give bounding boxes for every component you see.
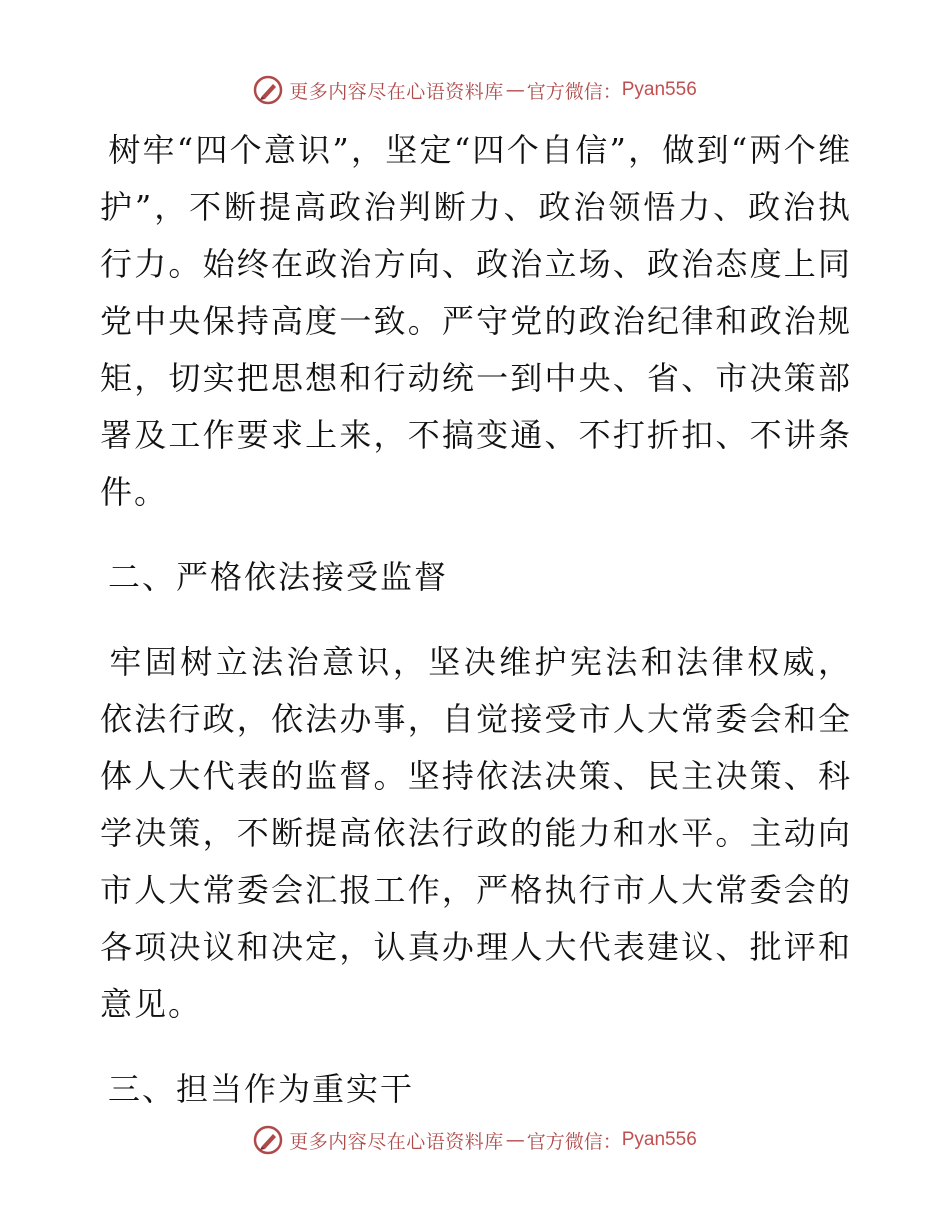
pen-logo-icon	[253, 75, 283, 105]
paragraph-1: 树牢“四个意识”，坚定“四个自信”，做到“两个维护”，不断提高政治判断力、政治领悟力、政治执行力。始终在政治方向、政治立场、政治态度上同党中央保持高度一致。严守党的政治纪律和政治规矩，切实把思想和行动统一到中央、省、市决策部署及工作要求上来，不搞变通、不打折扣、不讲条件。	[100, 131, 852, 511]
banner-text: 更多内容尽在心语资料库	[289, 1130, 504, 1153]
banner-official-label: 官方微信：	[526, 80, 622, 103]
banner-wechat-id: Pyan556	[621, 1129, 697, 1150]
banner-separator: —	[505, 1129, 525, 1151]
header-banner	[0, 70, 950, 110]
banner-official-label: 官方微信：	[526, 1130, 622, 1153]
section-heading-3: 三、担当作为重实干	[108, 1070, 415, 1108]
section-heading-2: 二、严格依法接受监督	[108, 558, 449, 596]
paragraph-2: 牢固树立法治意识，坚决维护宪法和法律权威，依法行政，依法办事，自觉接受市人大常委会和全体人大代表的监督。坚持依法决策、民主决策、科学决策，不断提高依法行政的能力和水平。主动向市人大常委会汇报工作，严格执行市人大常委会的各项决议和决定，认真办理人大代表建议、批评和意见。	[100, 643, 852, 1023]
document-body	[100, 122, 852, 1118]
banner-text: 更多内容尽在心语资料库	[289, 80, 504, 103]
pen-logo-icon	[253, 1125, 283, 1155]
footer-banner	[0, 1120, 950, 1160]
banner-separator: —	[505, 79, 525, 101]
banner-wechat-id: Pyan556	[621, 79, 697, 100]
